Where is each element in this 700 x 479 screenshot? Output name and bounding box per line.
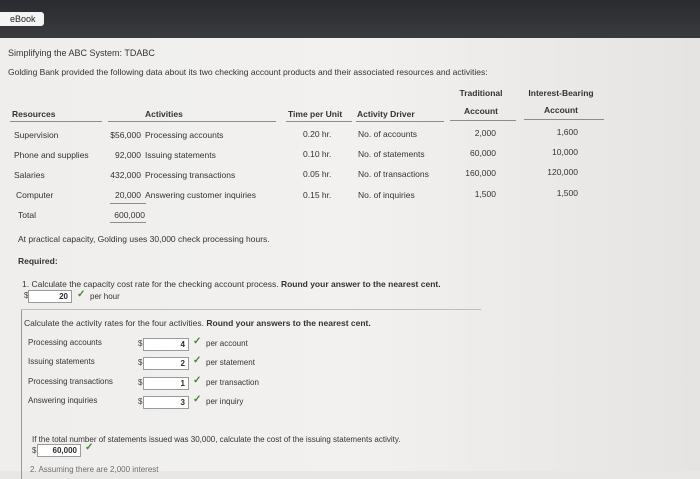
statements-cost-input[interactable]: 60,000 bbox=[37, 444, 81, 457]
cutoff-text: 2. Assuming there are 2,000 interest bbox=[30, 465, 159, 474]
row-amount: $56,000 bbox=[110, 130, 141, 140]
intro-text: Golding Bank provided the following data about its two checking account products and their associated resources and activities: bbox=[8, 67, 488, 77]
header-rule-traditional bbox=[450, 120, 516, 121]
header-rule-time bbox=[286, 121, 352, 122]
statements-prompt: If the total number of statements issued was 30,000, calculate the cost of the issuing statements activity. bbox=[32, 435, 401, 444]
row-time: 0.10 hr. bbox=[303, 149, 332, 159]
header-resources: Resources bbox=[12, 109, 56, 119]
rate-unit: per account bbox=[206, 339, 248, 348]
row-time: 0.05 hr. bbox=[303, 169, 332, 179]
rate-label: Processing transactions bbox=[28, 377, 113, 386]
row-resource: Supervision bbox=[14, 130, 59, 140]
rate-label: Processing accounts bbox=[28, 338, 102, 347]
page-content bbox=[0, 38, 700, 474]
header-traditional: Traditional bbox=[459, 88, 503, 98]
header-rule-interest bbox=[524, 119, 604, 120]
row-traditional: 2,000 bbox=[474, 128, 496, 138]
row-traditional: 1,500 bbox=[474, 189, 496, 199]
header-interest-account: Account bbox=[544, 105, 578, 115]
ebook-tab[interactable]: eBook bbox=[0, 12, 44, 26]
header-traditional-account: Account bbox=[464, 106, 498, 116]
row-time: 0.15 hr. bbox=[303, 190, 332, 200]
rate-unit: per transaction bbox=[206, 378, 259, 387]
capacity-note: At practical capacity, Golding uses 30,000 check processing hours. bbox=[18, 234, 270, 244]
row-resource: Phone and supplies bbox=[14, 150, 89, 160]
rate-unit: per inquiry bbox=[206, 397, 244, 406]
row-resource: Salaries bbox=[14, 170, 45, 180]
check-icon: ✓ bbox=[193, 355, 202, 366]
row-traditional: 160,000 bbox=[465, 168, 496, 178]
top-bar bbox=[0, 0, 700, 38]
row-activity: Processing accounts bbox=[145, 130, 224, 140]
rate-input-processing-accounts[interactable]: 4 bbox=[143, 338, 189, 351]
rate-input-answering-inquiries[interactable]: 3 bbox=[143, 396, 189, 409]
row-resource: Computer bbox=[16, 190, 54, 200]
row-driver: No. of accounts bbox=[358, 129, 418, 139]
answer-left-border bbox=[21, 309, 22, 479]
check-icon: ✓ bbox=[85, 442, 94, 453]
row-interest: 10,000 bbox=[552, 147, 578, 157]
statements-dollar: $ bbox=[32, 446, 37, 455]
row-time: 0.20 hr. bbox=[303, 129, 332, 139]
q1-prompt bbox=[22, 279, 441, 289]
rates-prompt bbox=[24, 318, 371, 328]
header-time-per-unit: Time per Unit bbox=[288, 109, 343, 119]
row-driver: No. of transactions bbox=[358, 169, 429, 179]
q1-unit: per hour bbox=[90, 292, 120, 301]
rate-unit: per statement bbox=[206, 358, 255, 367]
row-activity: Processing transactions bbox=[145, 170, 236, 180]
header-activities: Activities bbox=[145, 109, 183, 119]
total-value: 600,000 bbox=[114, 210, 145, 220]
check-icon: ✓ bbox=[77, 289, 86, 300]
header-rule-driver bbox=[356, 121, 444, 122]
header-rule-resources bbox=[10, 121, 102, 122]
row-amount: 92,000 bbox=[115, 150, 141, 160]
q1-dollar: $ bbox=[24, 291, 29, 300]
check-icon: ✓ bbox=[193, 336, 202, 347]
rate-input-issuing-statements[interactable]: 2 bbox=[143, 357, 189, 370]
rate-dollar: $ bbox=[138, 397, 143, 406]
required-label: Required: bbox=[18, 256, 58, 266]
rate-label: Answering inquiries bbox=[28, 396, 98, 405]
q1-bold: Round your answer to the nearest cent. bbox=[280, 279, 441, 289]
rate-input-processing-transactions[interactable]: 1 bbox=[143, 377, 189, 390]
rates-bold: Round your answers to the nearest cent. bbox=[206, 318, 371, 328]
row-interest: 1,500 bbox=[556, 188, 578, 198]
row-interest: 1,600 bbox=[556, 127, 578, 137]
row-amount: 432,000 bbox=[110, 170, 141, 180]
row-driver: No. of statements bbox=[358, 149, 425, 159]
row-activity: Issuing statements bbox=[145, 150, 216, 160]
rate-dollar: $ bbox=[138, 378, 143, 387]
total-label: Total bbox=[18, 210, 36, 220]
rate-dollar: $ bbox=[138, 339, 143, 348]
row-driver: No. of inquiries bbox=[358, 190, 415, 200]
row-interest: 120,000 bbox=[547, 167, 578, 177]
rates-prefix: Calculate the activity rates for the four activities. bbox=[24, 318, 204, 328]
check-icon: ✓ bbox=[193, 375, 202, 386]
row-amount: 20,000 bbox=[115, 190, 141, 200]
check-icon: ✓ bbox=[193, 394, 202, 405]
capacity-rate-input[interactable]: 20 bbox=[28, 290, 72, 303]
rate-label: Issuing statements bbox=[28, 357, 95, 366]
header-activity-driver: Activity Driver bbox=[357, 109, 415, 119]
header-rule-activities bbox=[108, 121, 276, 122]
rate-dollar: $ bbox=[138, 358, 143, 367]
total-rule bbox=[110, 203, 146, 204]
row-activity: Answering customer inquiries bbox=[145, 190, 257, 200]
page-title: Simplifying the ABC System: TDABC bbox=[8, 48, 155, 58]
header-interest-bearing: Interest-Bearing bbox=[528, 88, 594, 98]
total-double-rule bbox=[110, 222, 146, 223]
q1-prefix: 1. Calculate the capacity cost rate for the checking account process. bbox=[22, 279, 279, 289]
row-traditional: 60,000 bbox=[470, 148, 496, 158]
answer-top-border bbox=[21, 309, 481, 310]
